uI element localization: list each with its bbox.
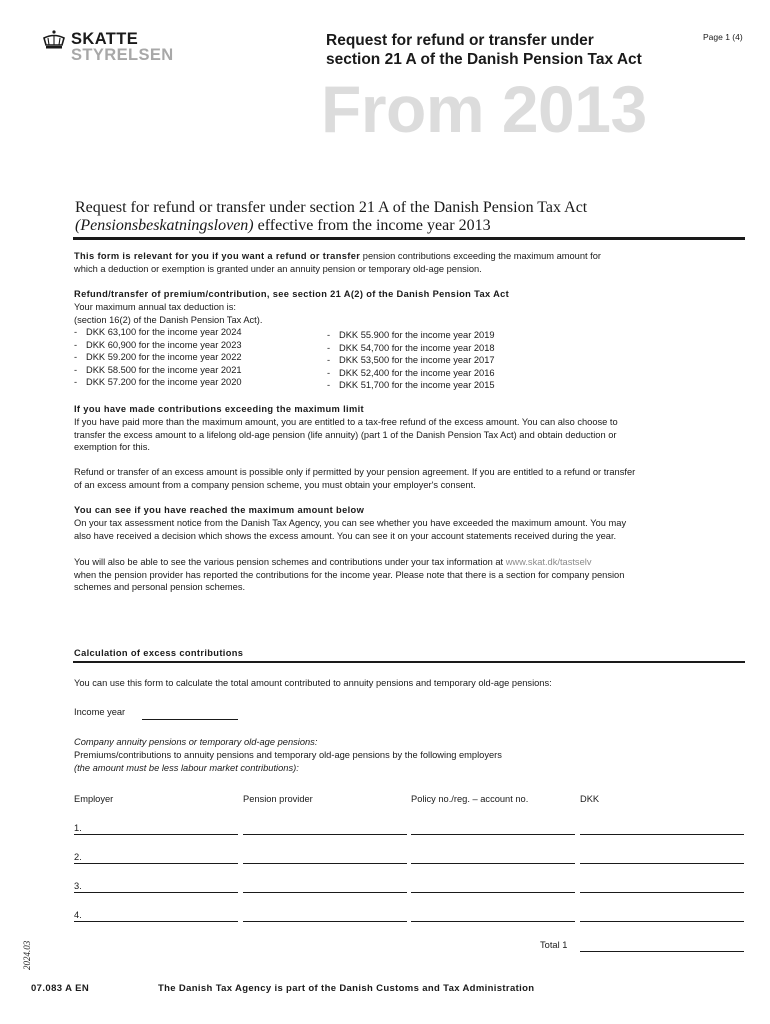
text-line: also have received a decision which shows the excess amount. You can see it on your account statements received during the year.	[74, 530, 617, 541]
column-header-dkk: DKK	[580, 794, 600, 804]
deduction-list-left	[74, 326, 242, 389]
tastselv-link[interactable]: www.skat.dk/tastselv	[505, 557, 592, 567]
list-item: - DKK 52,400 for the income year 2016	[327, 367, 495, 380]
row-number: 1.	[74, 823, 82, 833]
text-line: If you have paid more than the maximum amount, you are entitled to a tax-free refund of the excess amount. You can also choose to	[74, 417, 618, 427]
income-year-field[interactable]	[142, 719, 238, 720]
document-title-italic: (Pensionsbeskatningsloven)	[75, 217, 254, 234]
version-label: 2024.03	[22, 940, 32, 970]
reached-heading: You can see if you have reached the maximum amount below	[74, 505, 365, 515]
calc-heading: Calculation of excess contributions	[74, 648, 244, 658]
list-item: - DKK 63,100 for the income year 2024	[74, 326, 242, 339]
company-pensions-label: Company annuity pensions or temporary old-age pensions:	[74, 737, 318, 747]
total-field[interactable]	[580, 951, 744, 952]
calc-divider	[73, 661, 745, 663]
refund-intro-line2: (section 16(2) of the Danish Pension Tax Act).	[74, 314, 263, 325]
dkk-field[interactable]	[580, 863, 744, 864]
policy-no-field[interactable]	[411, 834, 575, 835]
employer-field[interactable]	[74, 921, 238, 922]
policy-no-field[interactable]	[411, 921, 575, 922]
text-line: exemption for this.	[74, 442, 150, 453]
premiums-note: (the amount must be less labour market contributions):	[74, 763, 299, 773]
exceeded-heading: If you have made contributions exceeding the maximum limit	[74, 404, 364, 414]
text-line: On your tax assessment notice from the Danish Tax Agency, you can see whether you have exceeded the maximum amount. You may	[74, 518, 627, 528]
income-year-label: Income year	[74, 707, 126, 717]
column-header-policy-no: Policy no./reg. – account no.	[411, 794, 529, 804]
document-title-rest: effective from the income year 2013	[253, 217, 491, 234]
refund-intro	[74, 301, 746, 326]
list-item: - DKK 53,500 for the income year 2017	[327, 354, 495, 367]
total-label: Total 1	[540, 940, 568, 950]
employer-field[interactable]	[74, 863, 238, 864]
intro-bold: This form is relevant for you if you want a refund or transfer	[74, 251, 361, 261]
logo-text-styrelsen: STYRELSEN	[71, 46, 174, 64]
pension-provider-field[interactable]	[243, 863, 407, 864]
header-title-line2: section 21 A of the Danish Pension Tax Act	[326, 51, 642, 68]
policy-no-field[interactable]	[411, 892, 575, 893]
exceeded-paragraph-1	[74, 416, 746, 454]
footer-text: The Danish Tax Agency is part of the Danish Customs and Tax Administration	[158, 983, 535, 994]
pension-provider-field[interactable]	[243, 921, 407, 922]
document-title-line2	[75, 217, 745, 235]
document-title	[75, 199, 745, 235]
list-item: - DKK 58.500 for the income year 2021	[74, 364, 242, 377]
list-item: - DKK 59.200 for the income year 2022	[74, 351, 242, 364]
list-item: - DKK 55.900 for the income year 2019	[327, 329, 495, 342]
list-item: - DKK 60,900 for the income year 2023	[74, 339, 242, 352]
dkk-field[interactable]	[580, 834, 744, 835]
list-item: - DKK 54,700 for the income year 2018	[327, 342, 495, 355]
reached-paragraph-1	[74, 517, 746, 542]
title-divider	[73, 237, 745, 240]
text-line: when the pension provider has reported the contributions for the income year. Please note that there is a section for company pension	[74, 569, 625, 580]
header-title-line1: Request for refund or transfer under	[326, 32, 594, 49]
calc-intro: You can use this form to calculate the total amount contributed to annuity pensions and temporary old-age pensions:	[74, 678, 552, 688]
row-number: 4.	[74, 910, 82, 920]
column-header-pension-provider: Pension provider	[243, 794, 313, 804]
dkk-field[interactable]	[580, 892, 744, 893]
intro-rest: pension contributions exceeding the maximum amount for	[360, 251, 602, 261]
pension-provider-field[interactable]	[243, 834, 407, 835]
crown-logo-icon	[41, 30, 67, 50]
refund-intro-line1: Your maximum annual tax deduction is:	[74, 302, 236, 312]
text-line: You will also be able to see the various pension schemes and contributions under your tax information at	[74, 557, 506, 567]
reached-paragraph-2	[74, 556, 746, 594]
intro-line2: which a deduction or exemption is granted under an annuity pension or temporary old-age pension.	[74, 263, 482, 274]
page-number: Page 1 (4)	[703, 32, 743, 42]
intro-paragraph	[74, 250, 746, 275]
form-code: 07.083 A EN	[31, 983, 90, 994]
premiums-line: Premiums/contributions to annuity pensions and temporary old-age pensions by the following employers	[74, 750, 502, 760]
list-item: - DKK 57.200 for the income year 2020	[74, 376, 242, 389]
dkk-field[interactable]	[580, 921, 744, 922]
text-line: of an excess amount from a company pension scheme, you must obtain your employer's consent.	[74, 479, 476, 490]
pension-provider-field[interactable]	[243, 892, 407, 893]
header-title	[326, 31, 686, 69]
logo-text-skatte: SKATTE	[71, 30, 139, 48]
row-number: 2.	[74, 852, 82, 862]
text-line: transfer the excess amount to a lifelong old-age pension (life annuity) (part 1 of the Danish Pension Tax Act) and obtain deduction or	[74, 429, 617, 440]
employer-field[interactable]	[74, 892, 238, 893]
document-title-line1: Request for refund or transfer under section 21 A of the Danish Pension Tax Act	[75, 199, 588, 216]
text-line: Refund or transfer of an excess amount is possible only if permitted by your pension agreement. If you are entitled to a refund or transfer	[74, 467, 636, 477]
list-item: - DKK 51,700 for the income year 2015	[327, 379, 495, 392]
deduction-list-right	[327, 329, 495, 392]
policy-no-field[interactable]	[411, 863, 575, 864]
watermark-text: From 2013	[321, 72, 647, 146]
text-line: schemes and personal pension schemes.	[74, 582, 246, 593]
column-header-employer: Employer	[74, 794, 114, 804]
employer-field[interactable]	[74, 834, 238, 835]
refund-heading: Refund/transfer of premium/contribution, see section 21 A(2) of the Danish Pension Tax Act	[74, 289, 510, 299]
row-number: 3.	[74, 881, 82, 891]
exceeded-paragraph-2	[74, 466, 746, 491]
